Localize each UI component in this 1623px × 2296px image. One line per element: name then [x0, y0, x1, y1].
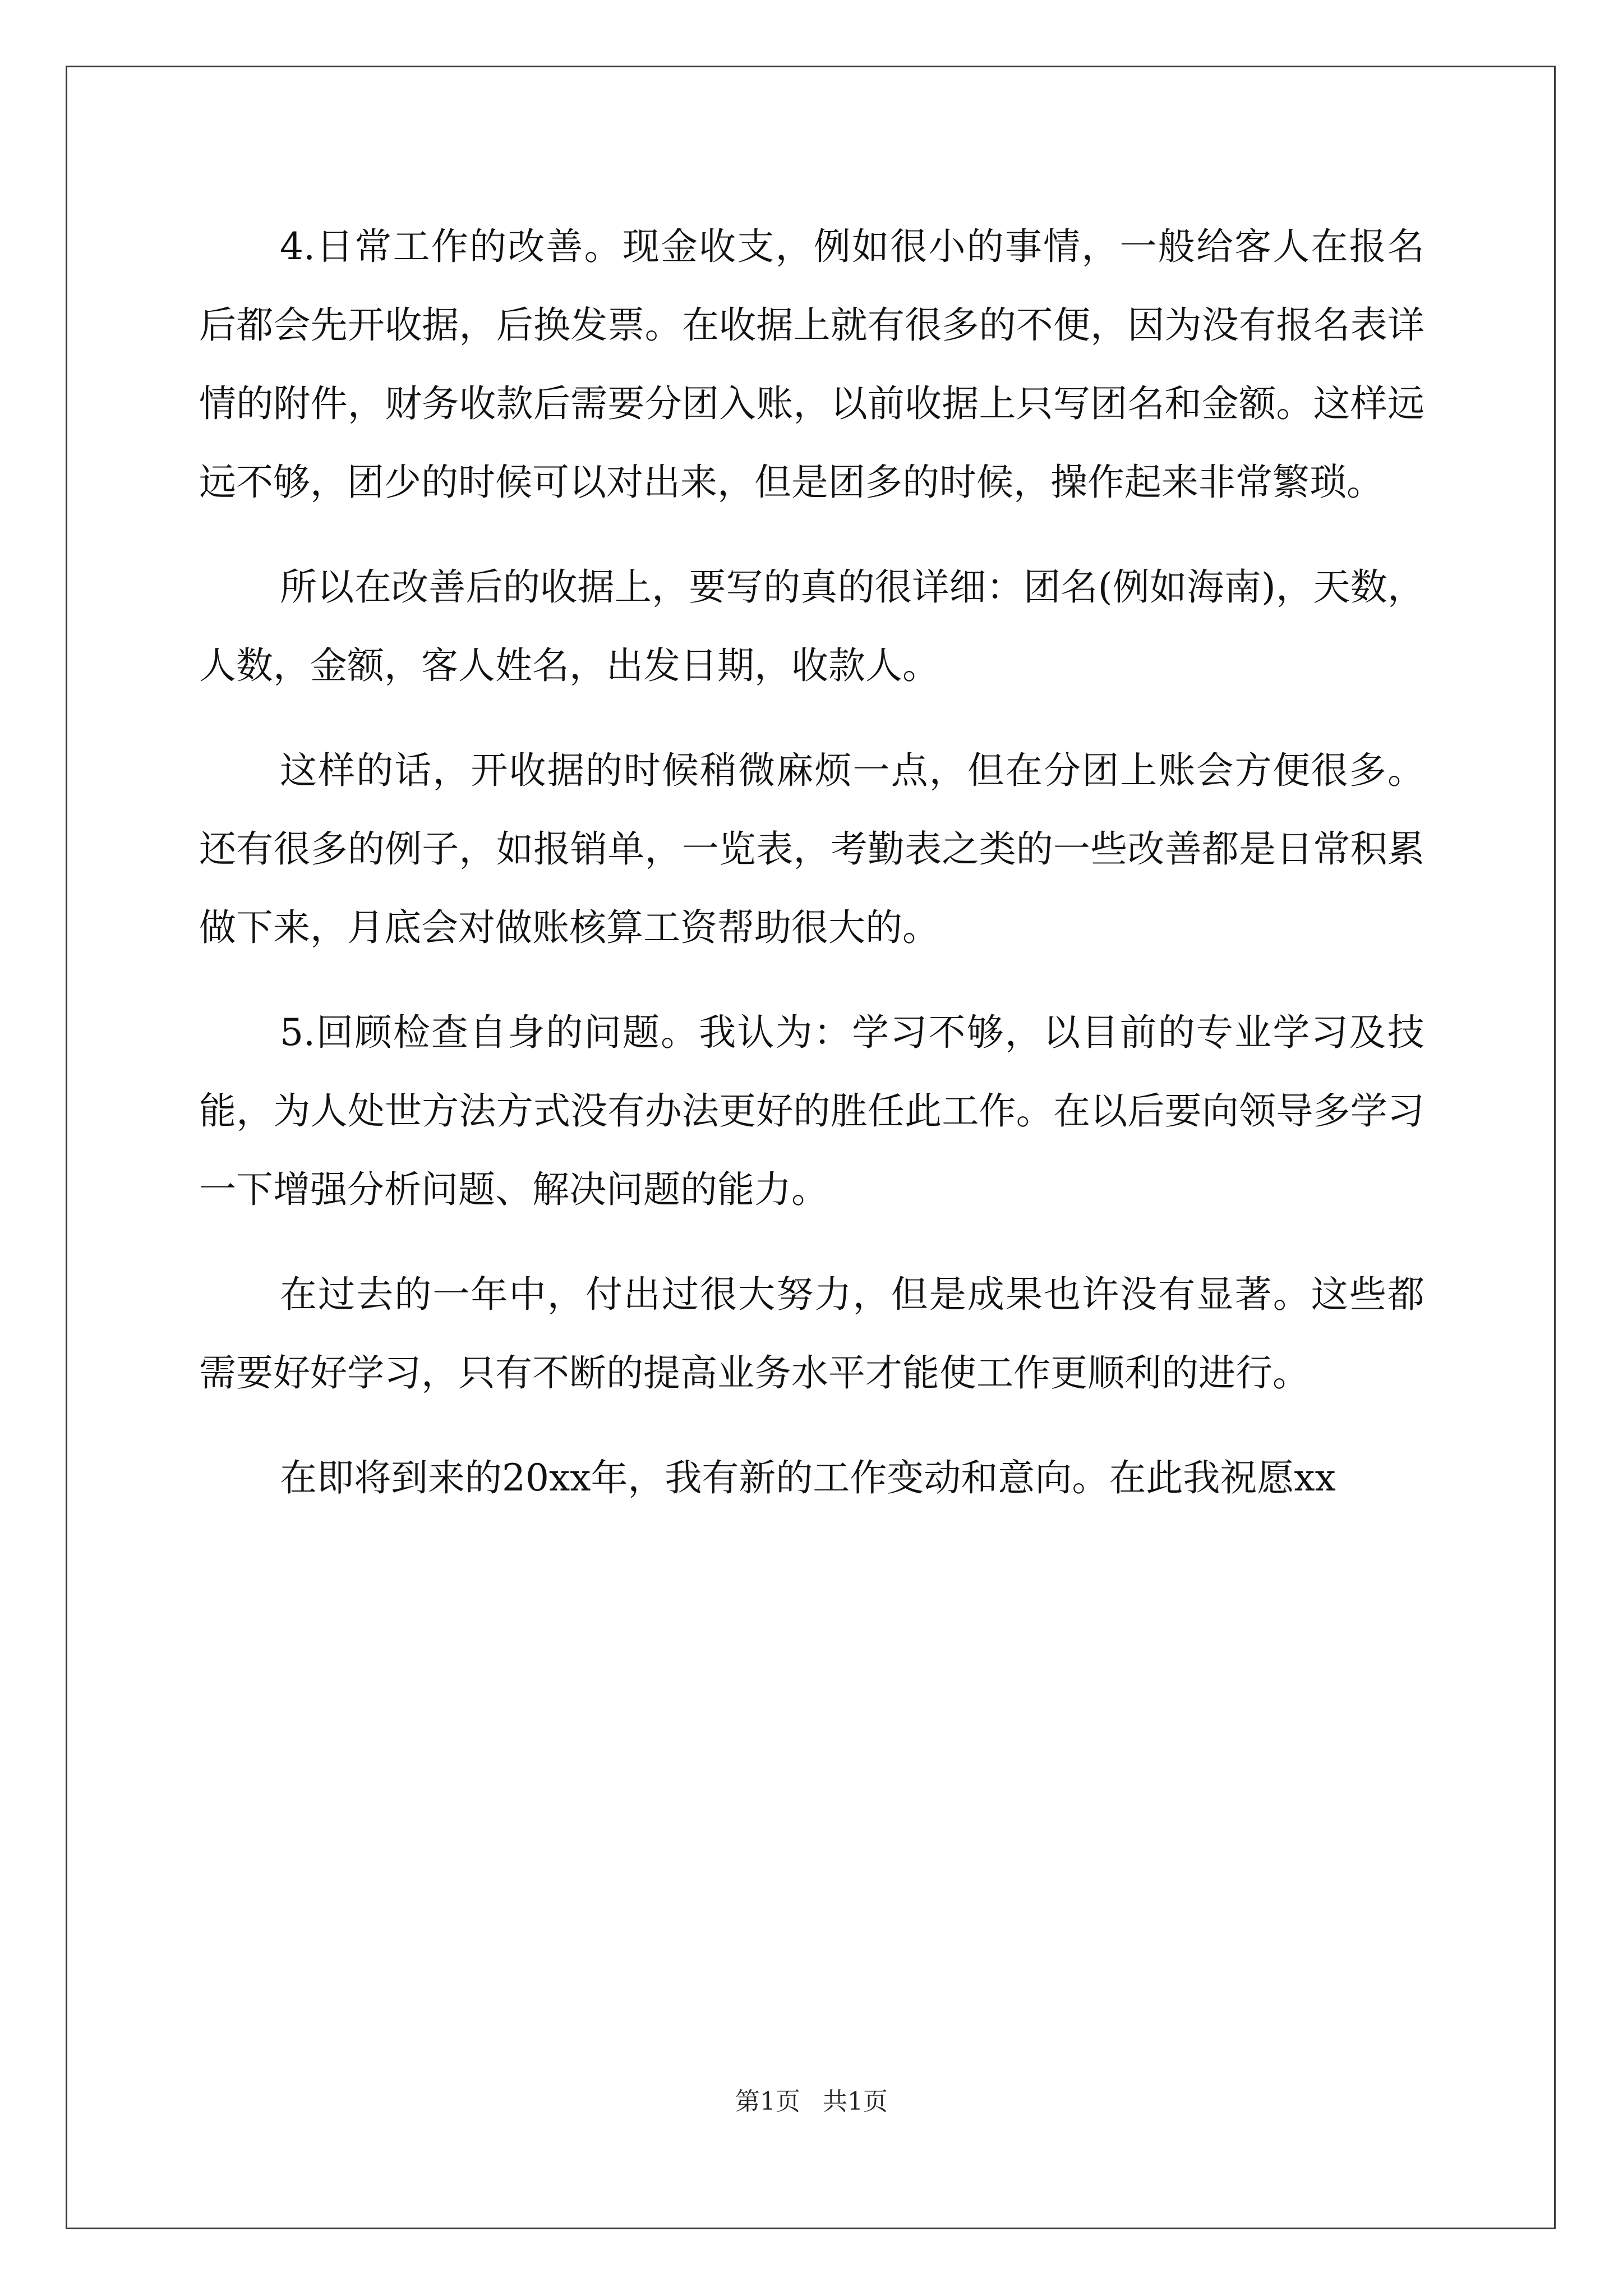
- paragraph-coming-year: 在即将到来的20xx年，我有新的工作变动和意向。在此我祝愿xx: [280, 1456, 1336, 1499]
- paragraph-daily-work-improvement: 4.日常工作的改善。现金收支，例如很小的事情，一般给客人在报名后都会先开收据，后换发票。在收据上就有很多的不便，因为没有报名表详情的附件，财务收款后需要分团入账，以前收据上只写团名和金额。这样远远不够，团少的时候可以对出来，但是团多的时候，操作起来非常繁琐。: [199, 225, 1424, 504]
- page-number-total: 共1页: [823, 2087, 888, 2116]
- paragraph-receipt-details: 所以在改善后的收据上，要写的真的很详细：团名(例如海南)，天数，人数，金额，客人姓名，出发日期，收款人。: [199, 565, 1424, 687]
- page-footer: [0, 2081, 1623, 2117]
- paragraph-receipt-benefits: 这样的话，开收据的时候稍微麻烦一点，但在分团上账会方便很多。还有很多的例子，如报销单，一览表，考勤表之类的一些改善都是日常积累做下来，月底会对做账核算工资帮助很大的。: [199, 749, 1424, 949]
- paragraph-past-year: 在过去的一年中，付出过很大努力，但是成果也许没有显著。这些都需要好好学习，只有不断的提高业务水平才能使工作更顺利的进行。: [199, 1273, 1424, 1395]
- paragraph-self-review: 5.回顾检查自身的问题。我认为：学习不够，以目前的专业学习及技能，为人处世方法方式没有办法更好的胜任此工作。在以后要向领导多学习一下增强分析问题、解决问题的能力。: [199, 1011, 1424, 1211]
- document-body: [199, 208, 1424, 1544]
- page-number-current: 第1页: [735, 2087, 800, 2116]
